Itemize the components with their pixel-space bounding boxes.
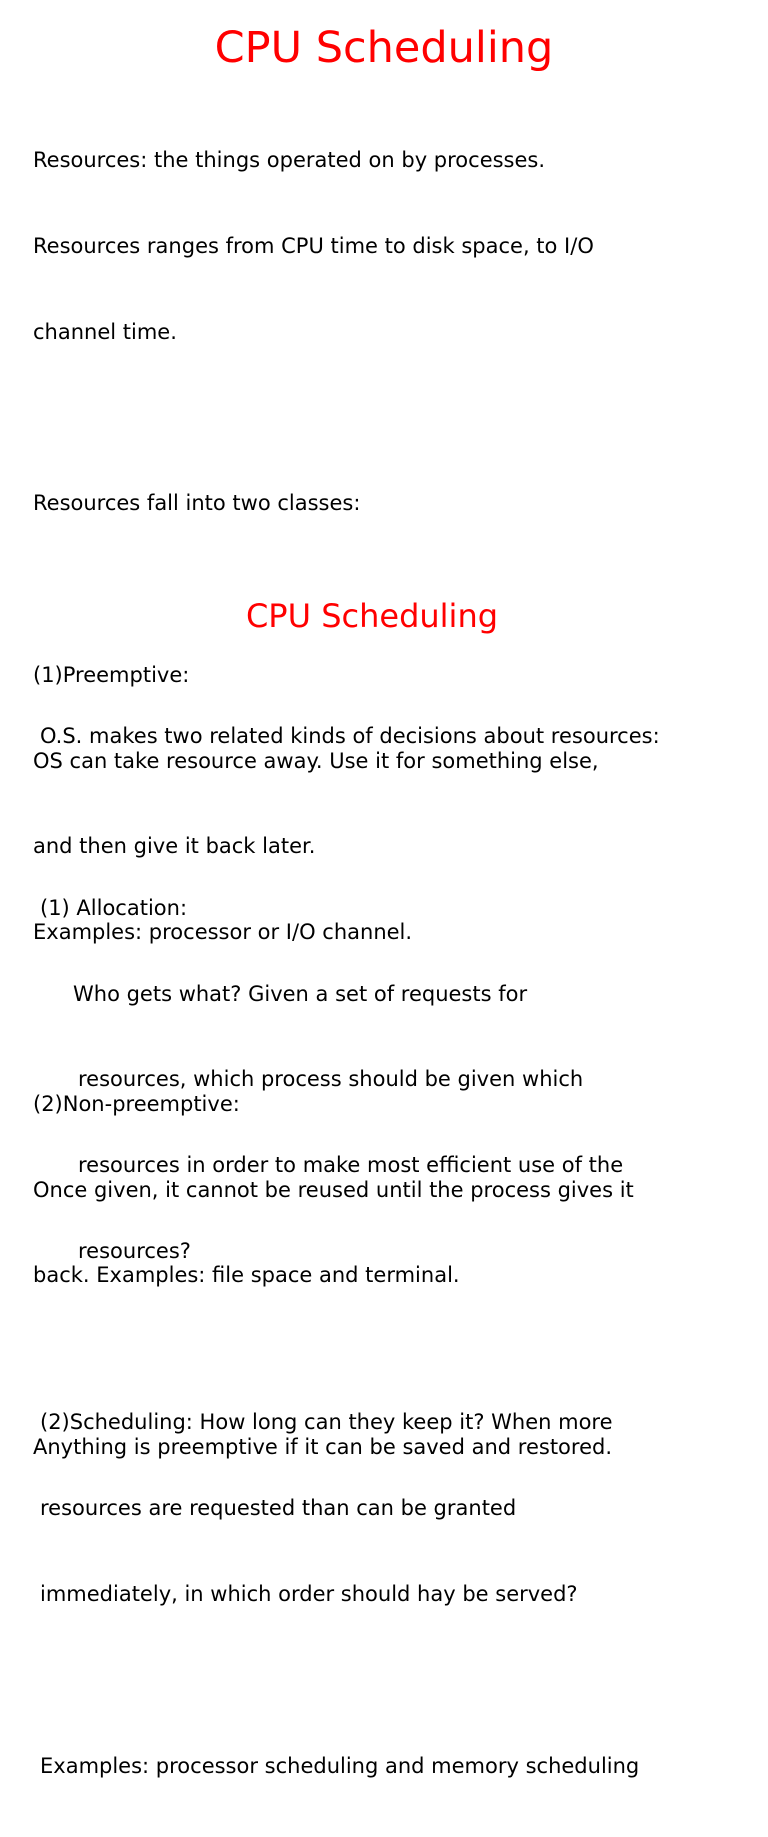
blank-line	[40, 1666, 760, 1695]
text-line: (2)Non-preemptive:	[33, 1091, 240, 1116]
text-line: OS can take resource away. Use it for something else,	[33, 748, 599, 773]
slide-body	[40, 665, 760, 1837]
text-line: resources, which process should be given which	[78, 1067, 584, 1092]
text-line: resources are requested than can be granted	[40, 1496, 517, 1521]
text-line: immediately, in which order should hay be served?	[40, 1582, 578, 1606]
intro-line: O.S. makes two related kinds of decisions about resources:	[40, 724, 660, 749]
blank-line	[40, 1323, 760, 1352]
examples-line: Examples: processor scheduling and memory scheduling	[40, 1753, 640, 1778]
text-line: Examples: processor or I/O channel.	[33, 920, 413, 945]
text-line: back. Examples: file space and terminal.	[33, 1263, 460, 1288]
text-line: (1)Preemptive:	[33, 662, 190, 687]
text-line: Who gets what? Given a set of requests for	[73, 981, 528, 1006]
text-line: resources in order to make most efficient use of the	[78, 1153, 624, 1178]
text-line: Once given, it cannot be reused until the process gives it	[33, 1177, 634, 1202]
slide-title: CPU Scheduling	[214, 23, 554, 73]
text-line: (2)Scheduling: How long can they keep it? When more	[40, 1410, 613, 1435]
blank-line	[40, 808, 760, 837]
text-line: Resources: the things operated on by processes.	[33, 148, 546, 173]
text-line: resources?	[78, 1238, 191, 1263]
text-line: Resources ranges from CPU time to disk space, to I/O	[33, 233, 594, 258]
allocation-heading: (1) Allocation:	[40, 895, 188, 920]
text-line: channel time.	[33, 319, 177, 344]
text-line: Anything is preemptive if it can be saved and restored.	[33, 1434, 612, 1459]
text-line: Resources fall into two classes:	[33, 491, 361, 516]
slide-title: CPU Scheduling	[245, 597, 499, 635]
text-line: and then give it back later.	[33, 834, 316, 859]
blank-line	[33, 404, 753, 433]
